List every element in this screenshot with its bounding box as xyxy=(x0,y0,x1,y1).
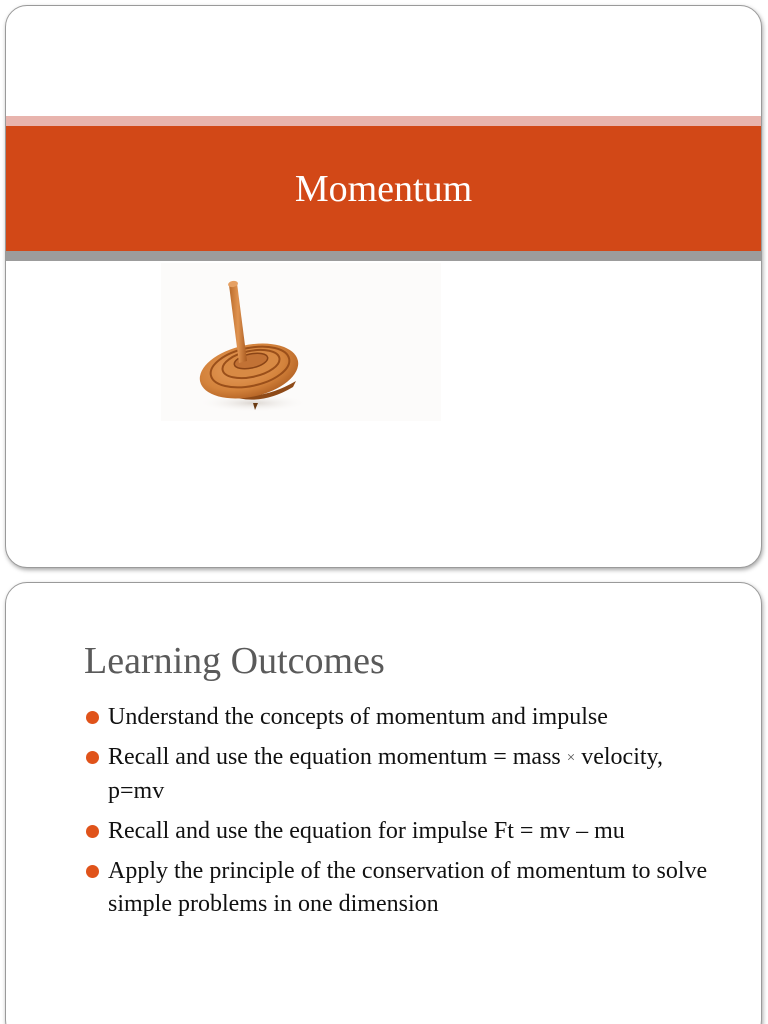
title-band-accent-bottom xyxy=(6,251,761,261)
outcomes-list xyxy=(84,701,724,928)
list-item xyxy=(84,701,724,734)
bullet-icon xyxy=(86,711,99,724)
title-slide xyxy=(5,5,762,568)
times-sign: × xyxy=(566,749,576,766)
list-item xyxy=(84,741,724,808)
title-band-accent-top xyxy=(6,116,761,126)
list-item-text: Recall and use the equation momentum = mass xyxy=(108,744,561,770)
bullet-icon xyxy=(86,865,99,878)
learning-outcomes-slide xyxy=(5,582,762,1024)
outcomes-heading: Learning Outcomes xyxy=(84,640,385,682)
spinning-top-image xyxy=(161,263,441,421)
slide-title: Momentum xyxy=(294,167,473,210)
list-item-text-continued: velocity, p=mv xyxy=(108,744,663,804)
spinning-top-icon xyxy=(161,263,441,421)
bullet-icon xyxy=(86,751,99,764)
list-item xyxy=(84,815,724,848)
list-item-text: Understand the concepts of momentum and impulse xyxy=(108,704,608,730)
list-item-text: Recall and use the equation for impulse Ft = mv – mu xyxy=(108,817,625,844)
list-item-text: Apply the principle of the conservation of momentum to solve simple problems in one dimension xyxy=(108,857,708,917)
bullet-icon xyxy=(86,825,99,838)
list-item xyxy=(84,855,724,921)
